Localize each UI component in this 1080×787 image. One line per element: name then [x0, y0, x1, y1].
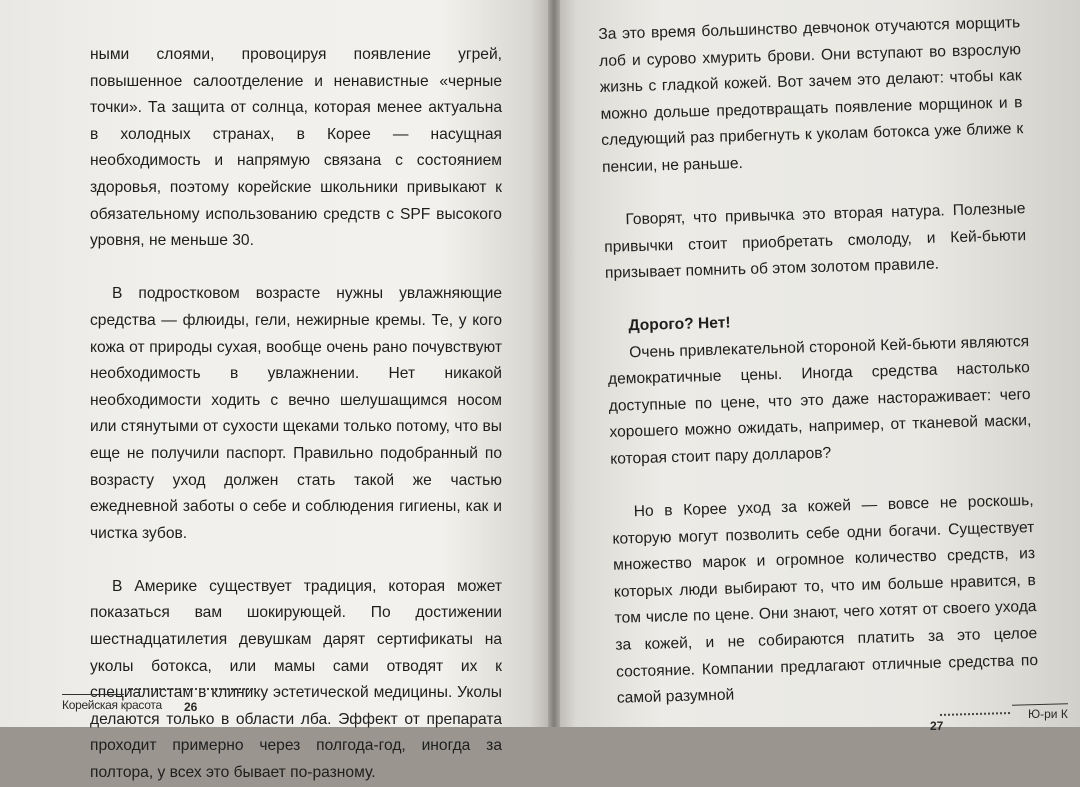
- book-gutter: [548, 0, 560, 727]
- left-page-number: 26: [184, 700, 198, 714]
- left-paragraph-1: ными слоями, провоцируя появление угрей, повышенное салоотделение и ненавистные «черные точки». Та защита от солнца, которая менее актуальна в холодных странах, в Корее — насущная необходимость и напрямую связана с состоянием здоровья, поэтому корейские школьники привыкают к обязательному использованию средств с SPF высокого уровня, не меньше 30.: [90, 46, 502, 250]
- right-paragraph-1: За это время большинство девчонок отучаются морщить лоб и сурово хмурить брови. Они вступают во взрослую жизнь с гладкой кожей. Вот зачем это делают: чтобы как можно дольше предотвращать появление морщинок и в следующий раз прибегнуть к уколам ботокса уже ближе к пенсии, не раньше.: [598, 14, 1024, 176]
- left-page-text: [90, 42, 502, 787]
- left-paragraph-3: В Америке существует традиция, которая может показаться вам шокирующей. По достижении шестнадцатилетия девушкам дарят сертификаты на уколы ботокса, или мамы сами отводят их к специалистам в клинику эстетической медицины. Уколы делаются только в области лба. Эффект от препарата проходит примерно через полгода-год, иногда за полтора, у всех это бывает по-разному.: [90, 577, 502, 782]
- right-page-number: 27: [930, 719, 944, 733]
- footer-author: Ю-ри К: [1028, 707, 1068, 721]
- section-heading: Дорого? Нет!: [628, 314, 731, 335]
- footer-dots: [128, 688, 256, 690]
- footer-rule: [62, 694, 124, 695]
- right-paragraph-4: Но в Корее уход за кожей — вовсе не роскошь, которую могут позволить себе одни богачи. Существует множество марок и огромное количество средств, из которых люди выбирают то, что им больше нравится, в том числе по цене. Они знают, чего хотят от своего ухода за кожей, и не собираются платить за это целое состояние. Компании предлагают отличные средства по самой разумной: [612, 492, 1039, 707]
- right-paragraph-2: Говорят, что привычка это вторая натура. Полезные привычки стоит приобретать смолоду, и Кей-бьюти призывает помнить об этом золотом правиле.: [604, 200, 1027, 283]
- right-paragraph-3: Очень привлекательной стороной Кей-бьюти являются демократичные цены. Иногда средства настолько доступные по цене, что это даже настораживает: чего хорошего можно ожидать, например, от тканевой маски, которая стоит пару долларов?: [607, 332, 1032, 468]
- footer-book-title: Корейская красота: [62, 698, 162, 712]
- right-page-text: [598, 10, 1039, 712]
- left-paragraph-2: В подростковом возрасте нужны увлажняющие средства — флюиды, гели, нежирные кремы. Те, у кого кожа от природы сухая, вообще очень рано почувствуют необходимость в увлажнении. Нет никакой необходимости ходить с вечно шелушащимся носом или стянутыми от сухости щеками только потому, что вы еще не получили паспорт. Правильно подобранный по возрасту уход должен стать такой же частью ежедневной заботы о себе и соблюдения гигиены, как и чистка зубов.: [90, 285, 502, 542]
